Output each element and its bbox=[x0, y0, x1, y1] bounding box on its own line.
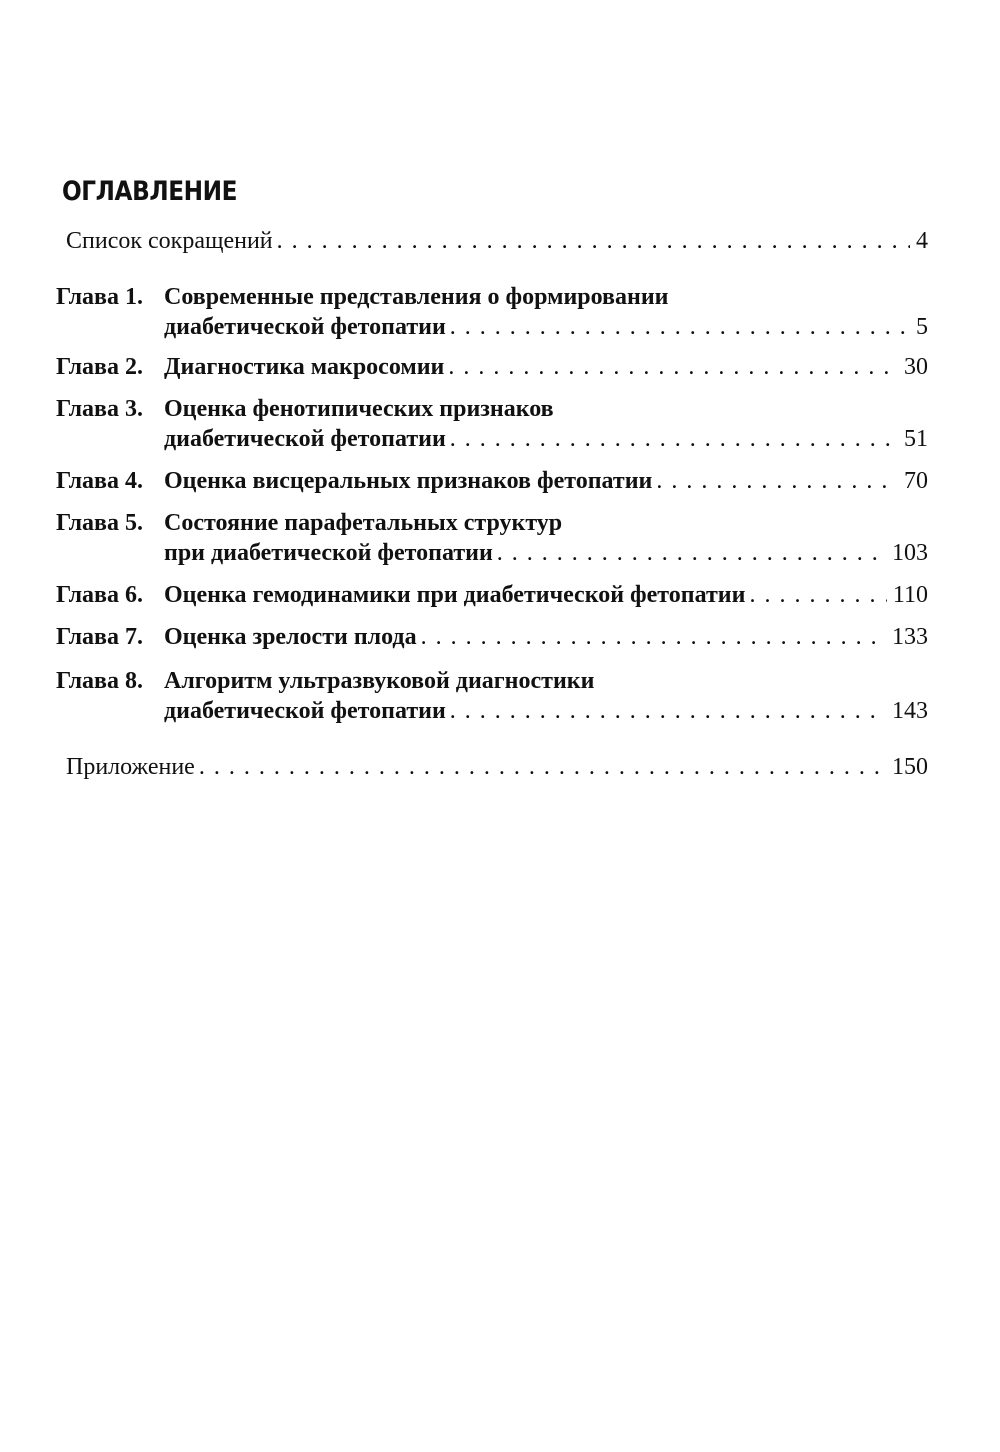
chapter-title: Оценка гемодинамики при диабетической фетопатии bbox=[164, 582, 746, 608]
chapter-number: Глава 2. bbox=[56, 354, 143, 380]
chapter-title: Оценка фенотипических признаков bbox=[164, 396, 554, 422]
dot-leader bbox=[450, 312, 910, 342]
chapter-number: Глава 4. bbox=[56, 468, 143, 494]
toc-heading: ОГЛАВЛЕНИЕ bbox=[62, 176, 238, 207]
toc-entry-chapter-4[interactable] bbox=[56, 466, 928, 496]
toc-entry-chapter-2[interactable] bbox=[56, 352, 928, 382]
toc-entry-abbreviations[interactable] bbox=[66, 226, 928, 256]
chapter-title-continued: диабетической фетопатии bbox=[164, 426, 446, 452]
dot-leader bbox=[749, 580, 886, 610]
chapter-number: Глава 5. bbox=[56, 510, 143, 536]
toc-entry-title: Список сокращений bbox=[66, 228, 273, 254]
chapter-number: Глава 1. bbox=[56, 284, 143, 310]
toc-entry-page: 5 bbox=[916, 314, 928, 340]
toc-entry-appendix[interactable] bbox=[66, 752, 928, 782]
chapter-title-continued: при диабетической фетопатии bbox=[164, 540, 493, 566]
toc-entry-chapter-8[interactable] bbox=[56, 666, 928, 726]
chapter-number: Глава 3. bbox=[56, 396, 143, 422]
dot-leader bbox=[199, 752, 886, 782]
chapter-title: Оценка висцеральных признаков фетопатии bbox=[164, 468, 653, 494]
toc-entry-page: 150 bbox=[892, 754, 928, 780]
toc-entry-chapter-7[interactable] bbox=[56, 622, 928, 652]
dot-leader bbox=[450, 696, 886, 726]
chapter-title: Оценка зрелости плода bbox=[164, 624, 417, 650]
dot-leader bbox=[421, 622, 886, 652]
toc-entry-page: 110 bbox=[892, 582, 928, 608]
toc-entry-page: 133 bbox=[892, 624, 928, 650]
toc-entry-page: 103 bbox=[892, 540, 928, 566]
chapter-title-continued: диабетической фетопатии bbox=[164, 314, 446, 340]
chapter-number: Глава 6. bbox=[56, 582, 143, 608]
toc-entry-chapter-3[interactable] bbox=[56, 394, 928, 454]
chapter-title-continued: диабетической фетопатии bbox=[164, 698, 446, 724]
toc-entry-page: 51 bbox=[904, 426, 928, 452]
chapter-title: Диагностика макросомии bbox=[164, 354, 445, 380]
dot-leader bbox=[497, 538, 886, 568]
toc-entry-page: 30 bbox=[904, 354, 928, 380]
dot-leader bbox=[450, 424, 898, 454]
chapter-title: Состояние парафетальных структур bbox=[164, 510, 563, 536]
toc-entry-chapter-6[interactable] bbox=[56, 580, 928, 610]
toc-entry-chapter-1[interactable] bbox=[56, 282, 928, 342]
toc-entry-title: Приложение bbox=[66, 754, 195, 780]
dot-leader bbox=[277, 226, 910, 256]
chapter-title: Алгоритм ультразвуковой диагностики bbox=[164, 668, 595, 694]
toc-entry-page: 70 bbox=[904, 468, 928, 494]
chapter-title: Современные представления о формировании bbox=[164, 284, 669, 310]
toc-entry-page: 4 bbox=[916, 228, 928, 254]
dot-leader bbox=[656, 466, 898, 496]
toc-entry-chapter-5[interactable] bbox=[56, 508, 928, 568]
chapter-number: Глава 7. bbox=[56, 624, 143, 650]
chapter-number: Глава 8. bbox=[56, 668, 143, 694]
toc-entry-page: 143 bbox=[892, 698, 928, 724]
dot-leader bbox=[448, 352, 898, 382]
